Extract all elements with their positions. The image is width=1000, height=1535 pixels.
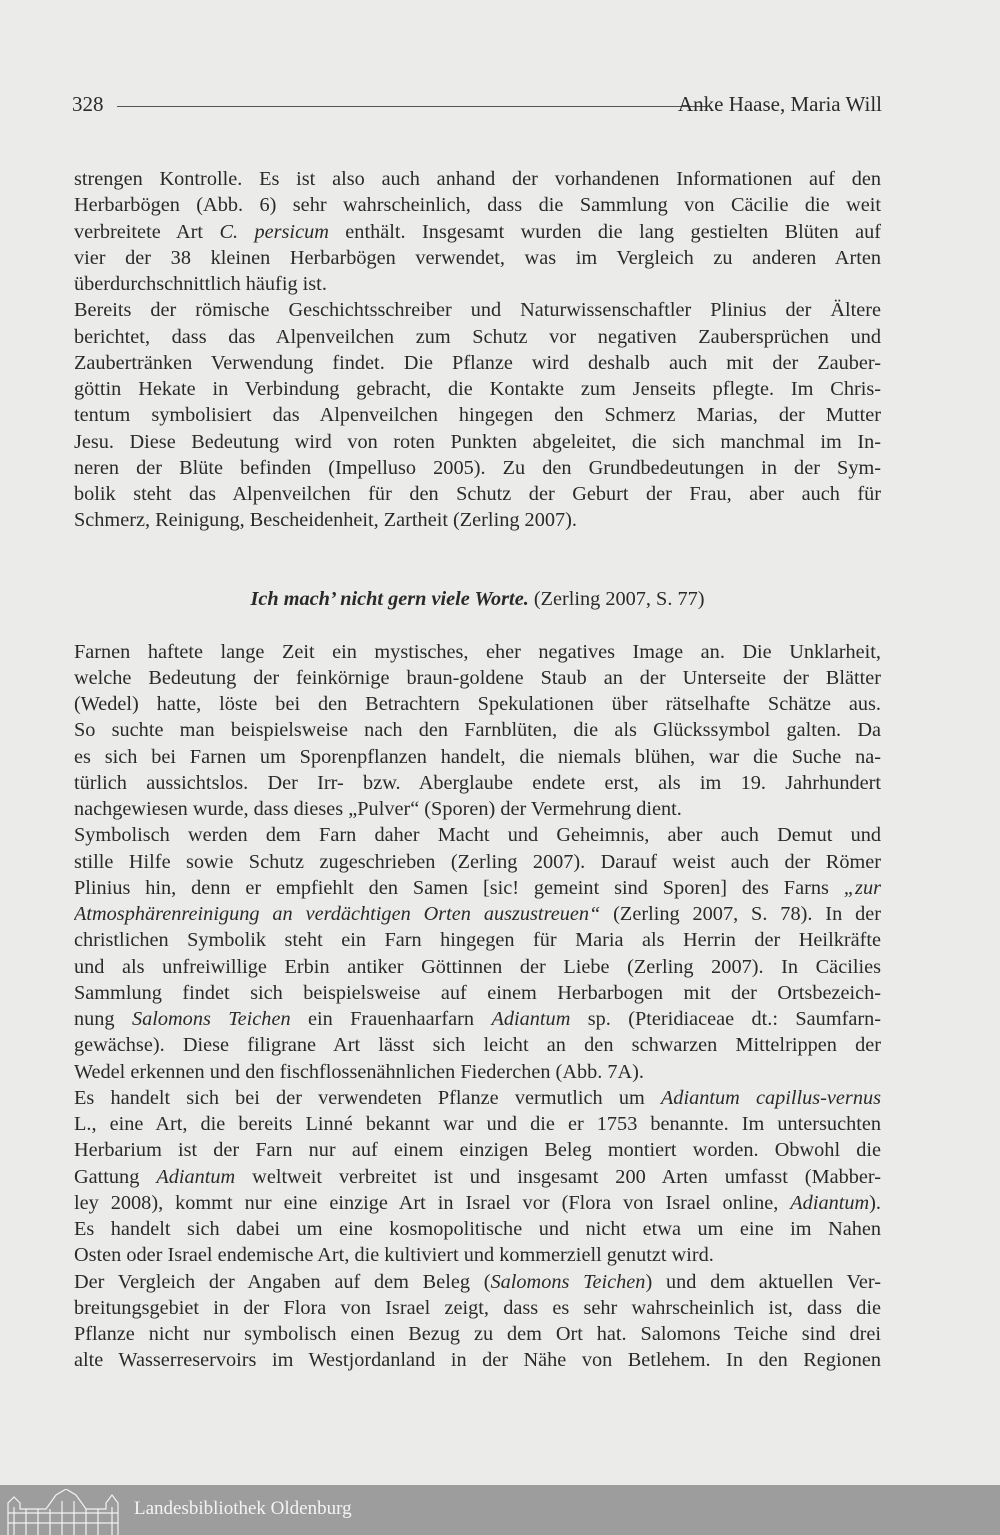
text-line: [74, 1190, 881, 1216]
text-run: berichtet, dass das Alpenveilchen zum Schutz vor negativen Zaubersprüchen und: [74, 325, 881, 348]
text-run: nung: [74, 1008, 132, 1030]
text-run: Herbarium ist der Farn nur auf einem einzigen Beleg montiert worden. Obwohl die: [74, 1139, 881, 1162]
text-run: christlichen Symbolik steht ein Farn hingegen für Maria als Herrin der Heilkräfte: [74, 929, 881, 952]
text-line: [74, 376, 881, 402]
italic-text: Adiantum: [156, 1165, 236, 1188]
text-line: [74, 691, 881, 717]
text-line: [74, 849, 881, 875]
section-fern: [74, 639, 881, 1374]
text-run: tentum symbolisiert das Alpenveilchen hingegen den Schmerz Marias, der Mutter: [74, 404, 881, 427]
text-run: Der Vergleich der Angaben auf dem Beleg (: [74, 1270, 491, 1293]
text-run: neren der Blüte befinden (Impelluso 2005). Zu den Grundbedeutungen in der Sym-: [74, 456, 881, 479]
text-run: Zaubertränken Verwendung findet. Die Pflanze wird deshalb auch mit der Zauber-: [74, 351, 881, 374]
text-line: [74, 402, 881, 428]
text-run: Es handelt sich bei der verwendeten Pflanze vermutlich um: [74, 1086, 661, 1109]
text-line: [74, 1295, 881, 1321]
text-run: enthält. Insgesamt wurden die lang gestielten Blüten auf: [328, 220, 881, 243]
heading-citation: (Zerling 2007, S. 77): [528, 588, 705, 610]
text-run: Plinius hin, denn er empfiehlt den Samen [sic! gemeint sind Sporen] des Farns: [74, 876, 844, 899]
italic-text: Salomons Teichen: [131, 1008, 291, 1030]
paragraph: [74, 639, 881, 823]
text-run: ) und dem aktuellen Ver-: [645, 1270, 881, 1293]
text-run: ).: [869, 1191, 881, 1214]
library-name: Landesbibliothek Oldenburg: [134, 1498, 352, 1519]
text-run: und als unfreiwillige Erbin antiker Göttinnen der Liebe (Zerling 2007). In Cäcilies: [74, 955, 881, 978]
text-line: [74, 1137, 881, 1163]
text-run: ley 2008), kommt nur eine einzige Art in Israel vor (Flora von Israel online,: [74, 1191, 791, 1214]
text-line: [74, 1216, 881, 1242]
text-line: [74, 245, 881, 271]
text-run: stille Hilfe sowie Schutz zugeschrieben (Zerling 2007). Darauf weist auch der Römer: [74, 850, 881, 873]
paragraph: [74, 1085, 881, 1269]
page-number: 328: [72, 92, 104, 116]
text-run: So suchte man beispielsweise nach den Farnblüten, die als Glückssymbol galten. Da: [74, 719, 881, 742]
text-run: L., eine Art, die bereits Linné bekannt war und die er 1753 benannte. Im untersuchten: [74, 1113, 881, 1135]
text-line: [74, 639, 881, 665]
text-line: [74, 481, 881, 507]
text-line: [74, 1164, 881, 1190]
text-line: [74, 1242, 881, 1268]
text-run: Bereits der römische Geschichtsschreiber und Naturwissenschaftler Plinius der Ältere: [74, 299, 881, 322]
text-line: [74, 1111, 881, 1137]
text-run: Sammlung findet sich beispielsweise auf einem Herbarbogen mit der Ortsbezeich-: [74, 981, 881, 1004]
text-run: es sich bei Farnen um Sporenpflanzen handelt, die niemals blühen, war die Suche na-: [74, 745, 881, 768]
text-line: [74, 1321, 881, 1347]
text-line: [74, 1347, 881, 1373]
italic-text: Adiantum capillus-vernus: [660, 1086, 881, 1109]
paragraph: [74, 297, 881, 533]
text-line: [74, 192, 881, 218]
heading-quote: Ich mach’ nicht gern viele Worte.: [250, 588, 529, 610]
text-run: breitungsgebiet in der Flora von Israel zeigt, dass es sehr wahrscheinlich ist, dass die: [74, 1296, 881, 1319]
italic-text: „zur: [843, 876, 881, 899]
text-line: [74, 429, 881, 455]
section-cyclamen: [74, 166, 881, 534]
italic-text: Adiantum: [491, 1008, 571, 1030]
text-line: [74, 717, 881, 743]
text-line: [74, 166, 881, 192]
text-run: Osten oder Israel endemische Art, die kultiviert und kommerziell genutzt wird.: [74, 1244, 714, 1267]
paragraph: [74, 166, 881, 297]
text-run: nachgewiesen wurde, dass dieses „Pulver“ (Sporen) der Vermehrung dient.: [74, 798, 682, 820]
text-line: [74, 744, 881, 770]
text-run: welche Bedeutung der feinkörnige braun-goldene Staub an der Unterseite der Blätter: [74, 666, 881, 689]
text-line: [74, 901, 881, 927]
body-text: [74, 166, 881, 1374]
library-footer: [0, 1485, 1000, 1535]
text-line: [74, 219, 881, 245]
running-header: [72, 92, 882, 122]
text-run: Schmerz, Reinigung, Bescheidenheit, Zartheit (Zerling 2007).: [74, 509, 577, 532]
text-line: [74, 1085, 881, 1111]
text-line: [74, 297, 881, 323]
text-line: [74, 1269, 881, 1295]
text-run: Symbolisch werden dem Farn daher Macht und Geheimnis, aber auch Demut und: [74, 824, 881, 847]
text-run: vier der 38 kleinen Herbarbögen verwendet, was im Vergleich zu anderen Arten: [74, 246, 881, 269]
text-run: (Zerling 2007, S. 78). In der: [600, 903, 881, 925]
italic-text: Adiantum: [790, 1191, 870, 1214]
text-run: weltweit verbreitet ist und insgesamt 200 Arten umfasst (Mabber-: [235, 1165, 881, 1188]
text-run: Jesu. Diese Bedeutung wird von roten Punkten abgeleitet, die sich manchmal im In-: [74, 430, 881, 453]
text-run: Farnen haftete lange Zeit ein mystisches, eher negatives Image an. Die Unklarheit,: [74, 640, 881, 663]
paragraph: [74, 1269, 881, 1374]
text-line: [74, 875, 881, 901]
text-run: (Wedel) hatte, löste bei den Betrachtern Spekulationen über rätselhafte Schätze aus.: [74, 693, 881, 715]
header-rule: [117, 106, 707, 107]
text-run: überdurchschnittlich häufig ist.: [74, 273, 327, 295]
text-line: [74, 455, 881, 481]
text-run: Gattung: [74, 1165, 157, 1188]
text-run: Herbarbögen (Abb. 6) sehr wahrscheinlich, dass die Sammlung von Cäcilie die weit: [74, 194, 881, 217]
italic-text: Atmosphärenreinigung an verdächtigen Orten auszustreuen“: [74, 903, 601, 925]
text-run: bolik steht das Alpenveilchen für den Schutz der Geburt der Frau, aber auch für: [74, 483, 881, 505]
text-line: [74, 507, 881, 533]
text-run: alte Wasserreservoirs im Westjordanland in der Nähe von Betlehem. In den Regionen: [74, 1349, 881, 1372]
italic-text: C. persicum: [219, 220, 329, 243]
text-line: [74, 770, 881, 796]
text-run: türlich aussichtslos. Der Irr- bzw. Aberglaube endete erst, als im 19. Jahrhundert: [74, 771, 881, 794]
text-run: strengen Kontrolle. Es ist also auch anhand der vorhandenen Informationen auf den: [74, 168, 881, 190]
text-line: [74, 1006, 881, 1032]
text-line: [74, 1032, 881, 1058]
text-line: [74, 980, 881, 1006]
text-line: [74, 796, 881, 822]
text-line: [74, 324, 881, 350]
text-run: verbreitete Art: [74, 220, 220, 243]
running-header-authors: Anke Haase, Maria Will: [677, 92, 882, 116]
text-run: sp. (Pteridiaceae dt.: Saumfarn-: [570, 1008, 881, 1030]
text-run: ein Frauenhaarfarn: [290, 1008, 492, 1030]
text-line: [74, 271, 881, 297]
text-run: Wedel erkennen und den fischflossenähnlichen Fiederchen (Abb. 7A).: [74, 1060, 644, 1083]
library-building-logo: [6, 1489, 124, 1535]
text-run: Pflanze nicht nur symbolisch einen Bezug zu dem Ort hat. Salomons Teiche sind drei: [74, 1323, 881, 1345]
text-line: [74, 1059, 881, 1085]
section-heading: [74, 586, 881, 612]
text-run: göttin Hekate in Verbindung gebracht, die Kontakte zum Jenseits pflegte. Im Chris-: [74, 378, 881, 400]
text-line: [74, 927, 881, 953]
italic-text: Salomons Teichen: [490, 1270, 646, 1293]
text-run: gewächse). Diese filigrane Art lässt sich leicht an den schwarzen Mittelrippen der: [74, 1034, 881, 1057]
text-line: [74, 954, 881, 980]
text-line: [74, 665, 881, 691]
text-line: [74, 350, 881, 376]
text-run: Es handelt sich dabei um eine kosmopolitische und nicht etwa um eine im Nahen: [74, 1218, 881, 1240]
text-line: [74, 822, 881, 848]
paragraph: [74, 822, 881, 1085]
